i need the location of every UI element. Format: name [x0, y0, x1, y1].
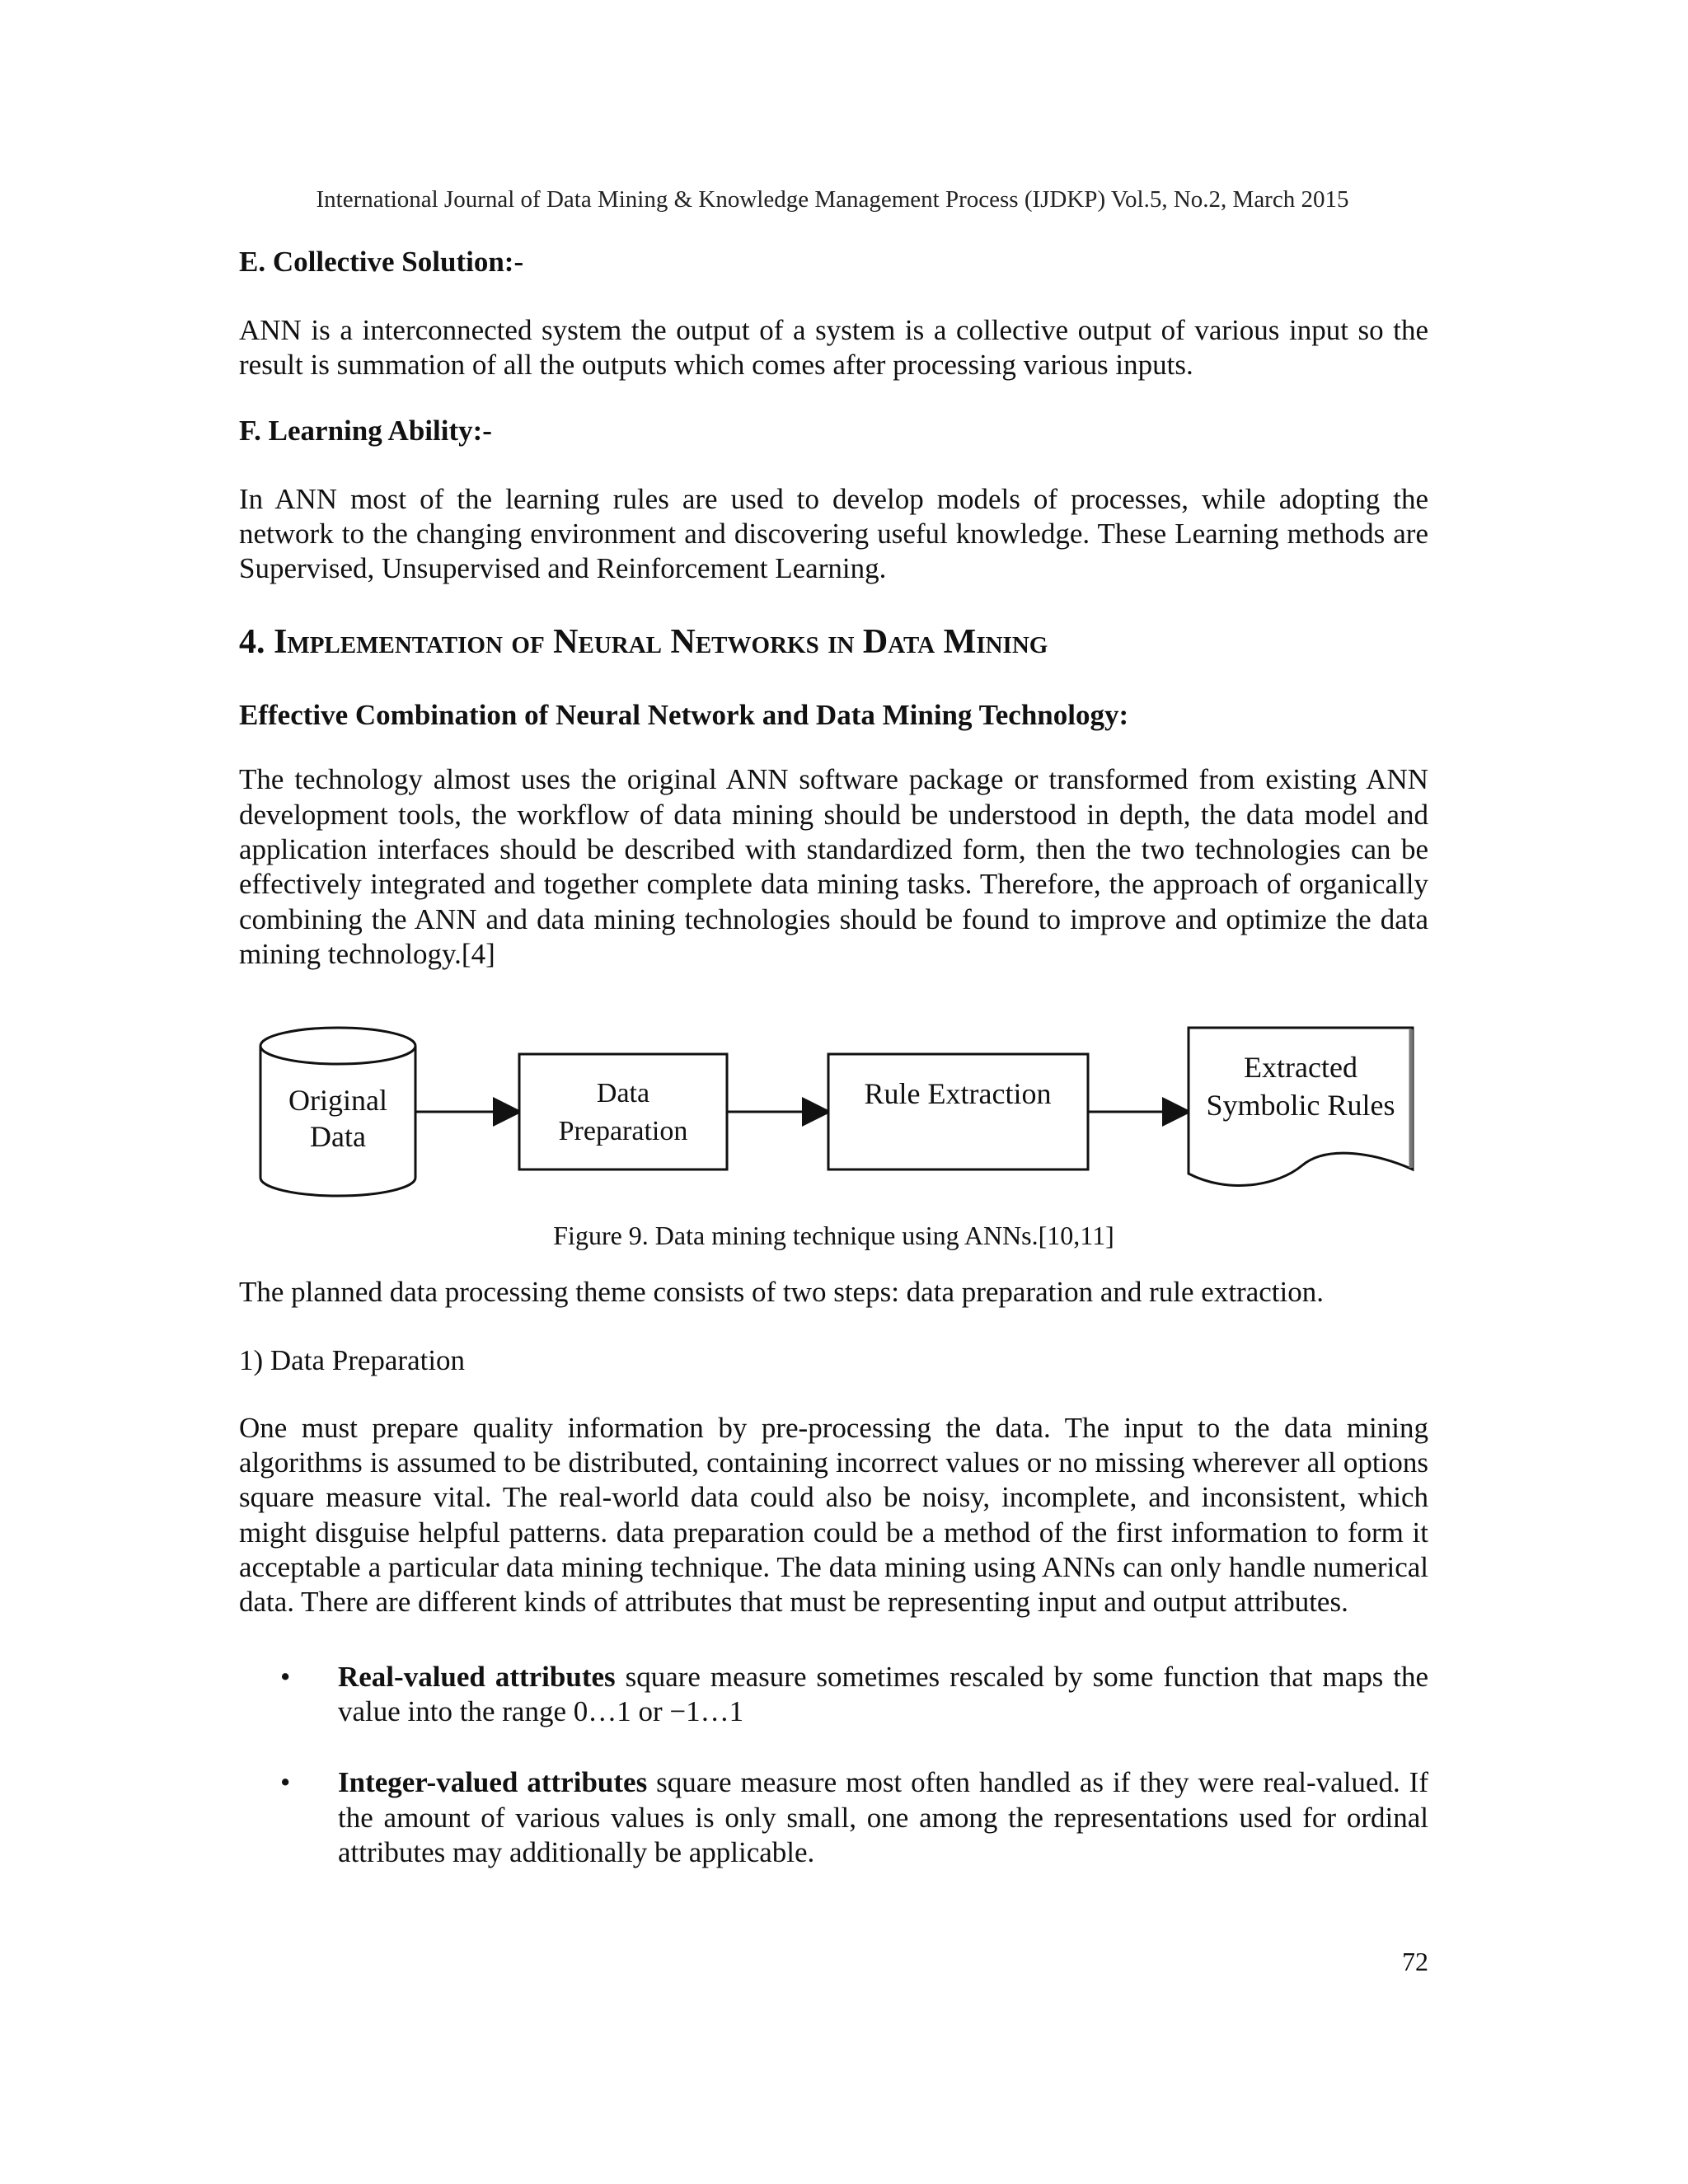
data-preparation-label-2: Preparation: [558, 1116, 688, 1147]
figure-9-diagram: [239, 1021, 1428, 1211]
processing-intro: The planned data processing theme consists of two steps: data preparation and rule extraction.: [239, 1276, 1324, 1309]
section-f-title: F. Learning Ability:-: [239, 414, 492, 447]
section-e-text: ANN is a interconnected system the output of a system is a collective output of various input so the result is summation of all the outputs which comes after processing various inputs.: [239, 314, 1428, 382]
bullet-icon: •: [280, 1766, 291, 1799]
extracted-rules-label-2: Symbolic Rules: [1206, 1089, 1395, 1122]
original-data-label-2: Data: [310, 1120, 366, 1154]
rule-extraction-node: [828, 1054, 1088, 1169]
extracted-rules-node: [1189, 1028, 1413, 1185]
figure-caption: Figure 9. Data mining technique using ANNs.[10,11]: [553, 1221, 1114, 1251]
list-item: [239, 1765, 1428, 1870]
bullet-icon: •: [280, 1660, 291, 1693]
bullet-2-bold: Integer-valued attributes: [338, 1766, 648, 1799]
attribute-list: [239, 1660, 1428, 1870]
data-preparation-heading: 1) Data Preparation: [239, 1343, 466, 1376]
section-4-subtitle: Effective Combination of Neural Network and Data Mining Technology:: [239, 699, 1129, 732]
section-4-text: The technology almost uses the original ANN software package or transformed from existing ANN development tools, the workflow of data mining should be understood in depth, the data model and application interfaces should be described with standardized form, then the two technologies can be effectively integrated and together complete data mining tasks. Therefore, the approach of organically combining the ANN and data mining technologies should be found to improve and optimize the data mining technology.[4]: [239, 763, 1428, 970]
page-number: 72: [1402, 1947, 1428, 1976]
rule-extraction-label: Rule Extraction: [864, 1077, 1052, 1111]
flow-diagram: [239, 1021, 1428, 1211]
data-preparation-node: [519, 1054, 727, 1169]
bullet-2-text: square measure most often handled as if they were real-valued. If the amount of various values is only small, one among the representations used for ordinal attributes may additionally be applicable.: [338, 1766, 1428, 1868]
data-preparation-text: One must prepare quality information by pre-processing the data. The input to the data mining algorithms is assumed to be distributed, containing incorrect values or no missing wherever all options square measure vital. The real-world data could also be noisy, incomplete, and inconsistent, which might disguise helpful patterns. data preparation could be a method of the first information to form it acceptable a particular data mining technique. The data mining using ANNs can only handle numerical data. There are different kinds of attributes that must be representing input and output attributes.: [239, 1411, 1428, 1619]
original-data-node: [260, 1028, 415, 1196]
section-e-title: E. Collective Solution:-: [239, 246, 524, 278]
extracted-rules-label-1: Extracted: [1244, 1051, 1357, 1085]
section-f-text: In ANN most of the learning rules are used to develop models of processes, while adopting the network to the changing environment and discovering useful knowledge. These Learning methods are Supervised, Unsupervised and Reinforcement Learning.: [239, 482, 1428, 585]
running-header: International Journal of Data Mining & Knowledge Management Process (IJDKP) Vol.5, No.2, March 2015: [316, 186, 1349, 213]
bullet-1-bold: Real-valued attributes: [338, 1660, 616, 1693]
data-preparation-label-1: Data: [596, 1078, 650, 1109]
list-item: [239, 1660, 1428, 1730]
section-4-title: 4. Implementation of Neural Networks in Data Mining: [239, 623, 1048, 662]
bullet-1-text: square measure sometimes rescaled by some function that maps the value into the range 0…1 or −1…1: [338, 1660, 1428, 1727]
original-data-label-1: Original: [288, 1084, 387, 1118]
main-content: [239, 231, 1428, 1906]
